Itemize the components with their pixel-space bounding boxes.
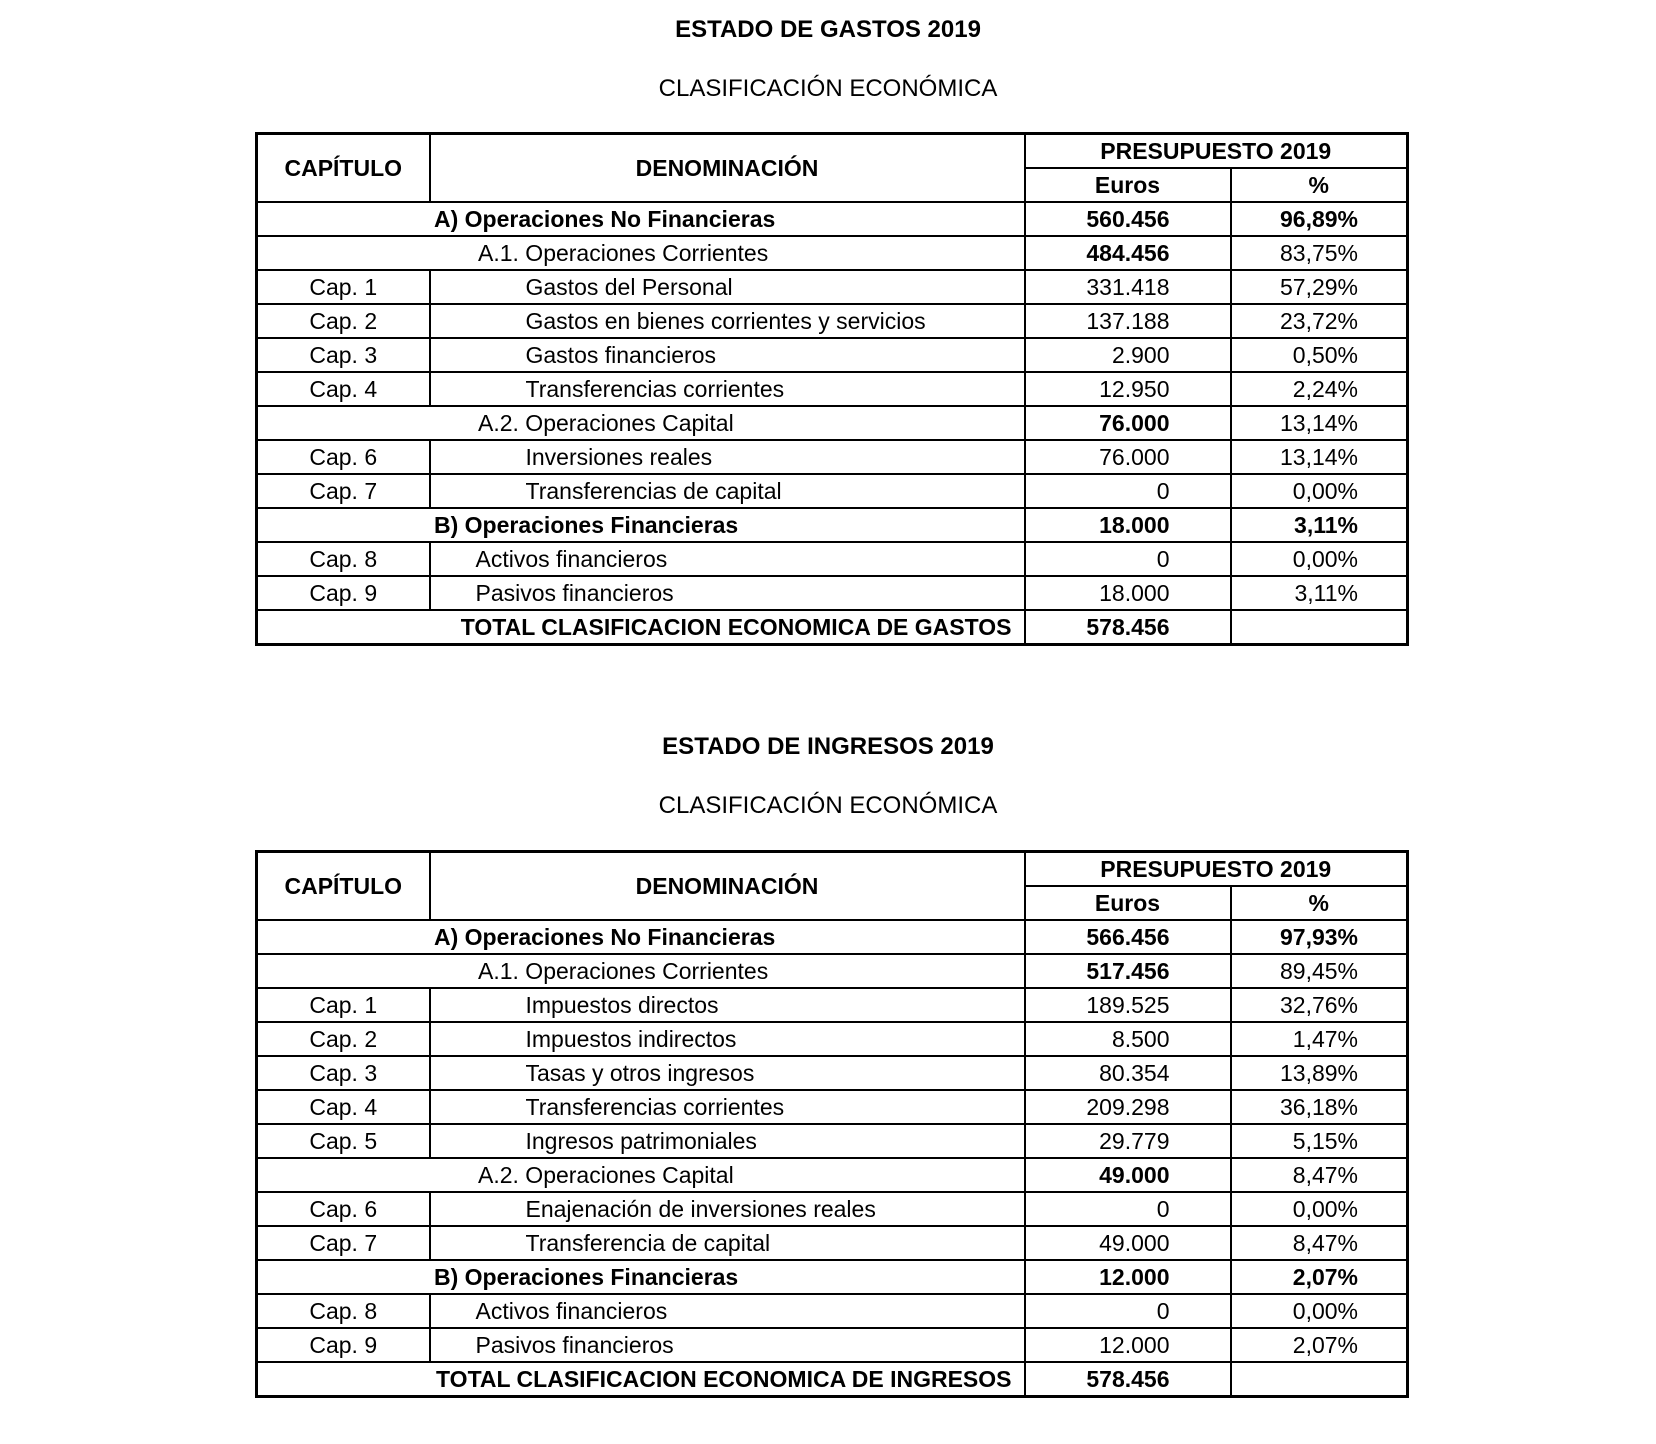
denominacion-cell: Inversiones reales <box>430 440 1025 474</box>
capitulo-cell: Cap. 1 <box>257 270 430 304</box>
euros-value: 8.500 <box>1025 1022 1231 1056</box>
percent-value: 13,89% <box>1231 1056 1408 1090</box>
header-presupuesto: PRESUPUESTO 2019 <box>1025 852 1408 887</box>
ingresos-table <box>255 850 1409 1398</box>
euros-value: 18.000 <box>1025 508 1231 542</box>
header-euros: Euros <box>1025 886 1231 920</box>
percent-value: 13,14% <box>1231 440 1408 474</box>
capitulo-cell: Cap. 1 <box>257 988 430 1022</box>
denominacion-cell: Ingresos patrimoniales <box>430 1124 1025 1158</box>
percent-value: 89,45% <box>1231 954 1408 988</box>
percent-value: 13,14% <box>1231 406 1408 440</box>
percent-value: 1,47% <box>1231 1022 1408 1056</box>
section-label: B) Operaciones Financieras <box>257 508 1025 542</box>
percent-value: 8,47% <box>1231 1226 1408 1260</box>
table-row <box>257 1260 1408 1294</box>
denominacion-cell: Impuestos directos <box>430 988 1025 1022</box>
capitulo-cell: Cap. 9 <box>257 1328 430 1362</box>
percent-value: 2,07% <box>1231 1328 1408 1362</box>
section-label: A) Operaciones No Financieras <box>257 202 1025 236</box>
euros-value: 0 <box>1025 474 1231 508</box>
percent-value: 3,11% <box>1231 508 1408 542</box>
denominacion-cell: Transferencias de capital <box>430 474 1025 508</box>
section-label: A) Operaciones No Financieras <box>257 920 1025 954</box>
header-denominacion: DENOMINACIÓN <box>430 134 1025 203</box>
header-row <box>257 134 1408 169</box>
euros-value: 18.000 <box>1025 576 1231 610</box>
total-euros: 578.456 <box>1025 1362 1231 1397</box>
percent-value: 2,24% <box>1231 372 1408 406</box>
header-euros: Euros <box>1025 168 1231 202</box>
capitulo-cell: Cap. 6 <box>257 440 430 474</box>
percent-value: 5,15% <box>1231 1124 1408 1158</box>
denominacion-cell: Transferencias corrientes <box>430 1090 1025 1124</box>
table-row <box>257 920 1408 954</box>
section-label: B) Operaciones Financieras <box>257 1260 1025 1294</box>
euros-value: 560.456 <box>1025 202 1231 236</box>
percent-value: 2,07% <box>1231 1260 1408 1294</box>
table-row <box>257 1226 1408 1260</box>
total-euros: 578.456 <box>1025 610 1231 645</box>
euros-value: 0 <box>1025 1192 1231 1226</box>
euros-value: 331.418 <box>1025 270 1231 304</box>
euros-value: 189.525 <box>1025 988 1231 1022</box>
table-row <box>257 1056 1408 1090</box>
header-presupuesto: PRESUPUESTO 2019 <box>1025 134 1408 169</box>
denominacion-cell: Enajenación de inversiones reales <box>430 1192 1025 1226</box>
percent-value: 0,00% <box>1231 542 1408 576</box>
table-row <box>257 440 1408 474</box>
euros-value: 0 <box>1025 1294 1231 1328</box>
percent-value: 3,11% <box>1231 576 1408 610</box>
euros-value: 12.950 <box>1025 372 1231 406</box>
table-row <box>257 1158 1408 1192</box>
denominacion-cell: Gastos del Personal <box>430 270 1025 304</box>
percent-value: 0,00% <box>1231 1192 1408 1226</box>
table-row <box>257 236 1408 270</box>
table-row <box>257 954 1408 988</box>
denominacion-cell: Gastos financieros <box>430 338 1025 372</box>
capitulo-cell: Cap. 8 <box>257 542 430 576</box>
table-row <box>257 576 1408 610</box>
subsection-label: A.1. Operaciones Corrientes <box>257 236 1025 270</box>
table-row <box>257 406 1408 440</box>
ingresos-title: ESTADO DE INGRESOS 2019 <box>662 733 994 760</box>
header-capitulo: CAPÍTULO <box>257 134 430 203</box>
capitulo-cell: Cap. 6 <box>257 1192 430 1226</box>
capitulo-cell: Cap. 2 <box>257 304 430 338</box>
table-row <box>257 988 1408 1022</box>
gastos-subtitle: CLASIFICACIÓN ECONÓMICA <box>658 75 998 102</box>
subsection-label: A.2. Operaciones Capital <box>257 406 1025 440</box>
table-row <box>257 270 1408 304</box>
euros-value: 76.000 <box>1025 406 1231 440</box>
denominacion-cell: Transferencias corrientes <box>430 372 1025 406</box>
denominacion-cell: Gastos en bienes corrientes y servicios <box>430 304 1025 338</box>
euros-value: 209.298 <box>1025 1090 1231 1124</box>
total-percent <box>1231 1362 1408 1397</box>
total-row <box>257 1362 1408 1397</box>
capitulo-cell: Cap. 7 <box>257 1226 430 1260</box>
capitulo-cell: Cap. 8 <box>257 1294 430 1328</box>
header-row <box>257 852 1408 887</box>
percent-value: 32,76% <box>1231 988 1408 1022</box>
ingresos-subtitle: CLASIFICACIÓN ECONÓMICA <box>658 792 998 819</box>
table-row <box>257 1090 1408 1124</box>
euros-value: 0 <box>1025 542 1231 576</box>
denominacion-cell: Activos financieros <box>430 542 1025 576</box>
percent-value: 57,29% <box>1231 270 1408 304</box>
table-row <box>257 1022 1408 1056</box>
percent-value: 8,47% <box>1231 1158 1408 1192</box>
euros-value: 29.779 <box>1025 1124 1231 1158</box>
euros-value: 76.000 <box>1025 440 1231 474</box>
header-capitulo: CAPÍTULO <box>257 852 430 921</box>
euros-value: 137.188 <box>1025 304 1231 338</box>
percent-value: 36,18% <box>1231 1090 1408 1124</box>
denominacion-cell: Pasivos financieros <box>430 576 1025 610</box>
capitulo-cell: Cap. 4 <box>257 372 430 406</box>
denominacion-cell: Pasivos financieros <box>430 1328 1025 1362</box>
capitulo-cell: Cap. 9 <box>257 576 430 610</box>
capitulo-cell: Cap. 5 <box>257 1124 430 1158</box>
header-percent: % <box>1231 886 1408 920</box>
table-row <box>257 372 1408 406</box>
total-row <box>257 610 1408 645</box>
percent-value: 83,75% <box>1231 236 1408 270</box>
table-row <box>257 1124 1408 1158</box>
header-percent: % <box>1231 168 1408 202</box>
table-row <box>257 1294 1408 1328</box>
table-row <box>257 508 1408 542</box>
table-row <box>257 474 1408 508</box>
percent-value: 0,00% <box>1231 1294 1408 1328</box>
denominacion-cell: Tasas y otros ingresos <box>430 1056 1025 1090</box>
table-row <box>257 1328 1408 1362</box>
gastos-title: ESTADO DE GASTOS 2019 <box>675 16 981 43</box>
total-label: TOTAL CLASIFICACION ECONOMICA DE GASTOS <box>257 610 1025 645</box>
table-row <box>257 542 1408 576</box>
denominacion-cell: Activos financieros <box>430 1294 1025 1328</box>
subsection-label: A.2. Operaciones Capital <box>257 1158 1025 1192</box>
euros-value: 566.456 <box>1025 920 1231 954</box>
capitulo-cell: Cap. 3 <box>257 338 430 372</box>
euros-value: 49.000 <box>1025 1226 1231 1260</box>
euros-value: 49.000 <box>1025 1158 1231 1192</box>
euros-value: 484.456 <box>1025 236 1231 270</box>
table-row <box>257 338 1408 372</box>
euros-value: 2.900 <box>1025 338 1231 372</box>
total-percent <box>1231 610 1408 645</box>
table-row <box>257 1192 1408 1226</box>
percent-value: 97,93% <box>1231 920 1408 954</box>
euros-value: 12.000 <box>1025 1328 1231 1362</box>
gastos-table <box>255 132 1409 646</box>
total-label: TOTAL CLASIFICACION ECONOMICA DE INGRESOS <box>257 1362 1025 1397</box>
capitulo-cell: Cap. 7 <box>257 474 430 508</box>
table-row <box>257 202 1408 236</box>
euros-value: 517.456 <box>1025 954 1231 988</box>
euros-value: 12.000 <box>1025 1260 1231 1294</box>
percent-value: 23,72% <box>1231 304 1408 338</box>
denominacion-cell: Impuestos indirectos <box>430 1022 1025 1056</box>
subsection-label: A.1. Operaciones Corrientes <box>257 954 1025 988</box>
percent-value: 96,89% <box>1231 202 1408 236</box>
denominacion-cell: Transferencia de capital <box>430 1226 1025 1260</box>
capitulo-cell: Cap. 2 <box>257 1022 430 1056</box>
percent-value: 0,00% <box>1231 474 1408 508</box>
table-row <box>257 304 1408 338</box>
capitulo-cell: Cap. 4 <box>257 1090 430 1124</box>
percent-value: 0,50% <box>1231 338 1408 372</box>
header-denominacion: DENOMINACIÓN <box>430 852 1025 921</box>
euros-value: 80.354 <box>1025 1056 1231 1090</box>
capitulo-cell: Cap. 3 <box>257 1056 430 1090</box>
